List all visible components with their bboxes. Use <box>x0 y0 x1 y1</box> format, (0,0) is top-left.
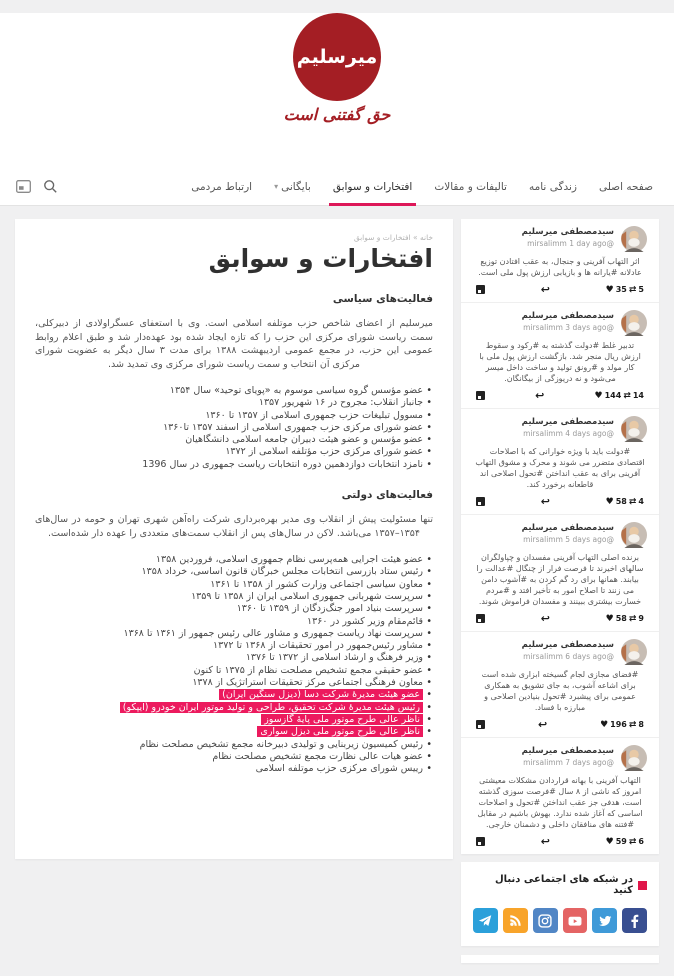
retweet-icon[interactable]: ⇄ <box>623 390 631 401</box>
retweet-count: 4 <box>638 497 644 506</box>
record-item: • عضو حقیقی مجمع تشخیص مصلحت نظام از ۱۳۷۵ تا کنون <box>35 665 433 677</box>
record-item: • عضو شورای مرکزی حزب مؤتلفه اسلامی از ۱۳۷۲ <box>35 446 433 458</box>
tweet-timestamp: 4 days ago <box>565 428 607 438</box>
record-item: • ناظر عالی طرح موتور ملی پایهٔ گازسوز <box>35 714 433 726</box>
tweet-text: التهاب آفرینی با بهانه قراردادن مشکلات معیشتی امروز که ناشی از ۸ سال #فرصت سوزی گذشته است، هدفی جز عقب انداختن #تحول و اصلاحات اساسی که آغاز شده ندارد. بهوش باشیم در مقابل #فتنه های منافقان داخلی و دشمنان خارجی. <box>477 776 643 829</box>
like-count: 58 <box>615 614 627 623</box>
reply-icon[interactable]: ↩ <box>537 718 548 731</box>
site-header <box>0 13 674 168</box>
avatar[interactable] <box>621 310 647 336</box>
record-item: • رئیس هیئت مدیرهٔ شرکت تحقیق، طراحی و تولید موتور ایران خودرو (ایپکو) <box>35 702 433 714</box>
nav-item-label: زندگی نامه <box>528 180 577 193</box>
section-heading-government: فعالیت‌های دولتی <box>341 489 433 502</box>
tweet-card <box>461 302 659 408</box>
reply-icon[interactable]: ↩ <box>540 612 550 625</box>
section-intro-government: تنها مسئولیت پیش از انقلاب وی مدیر بهره‌برداری شرکت راه‌آهن شهری تهران و حومه در سال‌های ۱۳۵۴–۱۳۵۷ می‌باشد. لاکن در سال‌های پس از انقلاب سمت‌های متعددی را عهده دار شده‌است. <box>35 514 433 539</box>
record-item: • وزیر فرهنگ و ارشاد اسلامی از ۱۳۷۲ تا ۱۳۷۶ <box>35 652 433 664</box>
heart-icon[interactable]: ♥ <box>605 613 614 624</box>
tweet-handle: @mirsalimm <box>523 534 614 544</box>
breadcrumb[interactable]: خانه » افتخارات و سوابق <box>353 233 433 242</box>
quote-icon[interactable] <box>476 391 485 400</box>
reply-icon[interactable]: ↩ <box>540 283 550 296</box>
like-count: 144 <box>604 391 622 400</box>
quote-icon[interactable] <box>476 837 485 846</box>
nav-menu <box>180 168 664 205</box>
tweet-actions <box>473 718 647 731</box>
tweet-card <box>461 631 659 737</box>
record-item: • مشاور رئیس‌جمهور در امور تحقیقات از ۱۳۶۸ تا ۱۳۷۲ <box>35 640 433 652</box>
tweet-actions <box>473 612 647 625</box>
tweet-card <box>461 408 659 514</box>
tweet-timestamp: 6 days ago <box>565 651 607 661</box>
tweet-header <box>473 226 647 252</box>
tweet-author-name: سیدمصطفی میرسلیم <box>521 311 614 321</box>
social-facebook-icon[interactable] <box>622 908 647 933</box>
record-item: • عضو مؤسس گروه سیاسی موسوم به «پویای توحید» سال ۱۳۵۴ <box>35 385 433 397</box>
reply-icon[interactable]: ↩ <box>540 495 550 508</box>
tweet-author[interactable] <box>473 416 614 442</box>
tweet-handle: @mirsalimm <box>523 651 614 661</box>
social-instagram-icon[interactable] <box>533 908 558 933</box>
record-item: • ناظر عالی طرح موتور ملی دیزل سواری <box>35 726 433 738</box>
follow-header <box>473 874 647 896</box>
record-item: • عضو هیئت مدیرهٔ شرکت دسا (دیزل سنگین ایران) <box>35 689 433 701</box>
retweet-count: 14 <box>632 391 644 400</box>
page-title: افتخارات و سوابق <box>208 244 433 273</box>
tweet-author[interactable] <box>473 226 614 252</box>
tweet-text: اثر التهاب آفرینی و جنجال، به عقب افتادن توزیع عادلانه #یارانه ها و بازیابی ارزش پول ملی است. <box>478 257 642 277</box>
retweet-count: 5 <box>638 285 644 294</box>
record-item: • رئیس ستاد بازرسی انتخابات مجلس خبرگان قانون اساسی، خرداد ۱۳۵۸ <box>35 566 433 578</box>
record-item: • مسوول تبلیغات حزب جمهوری اسلامی از ۱۳۵۷ تا ۱۳۶۰ <box>35 410 433 422</box>
like-retweet-group[interactable] <box>600 720 644 730</box>
main-nav <box>0 168 674 206</box>
tweet-handle: @mirsalimm <box>523 428 614 438</box>
avatar[interactable] <box>621 416 647 442</box>
retweet-icon[interactable]: ⇄ <box>628 496 637 507</box>
like-count: 58 <box>615 497 627 506</box>
tweet-author-name: سیدمصطفی میرسلیم <box>521 227 614 237</box>
tweet-timestamp: 1 day ago <box>569 238 607 248</box>
social-telegram-icon[interactable] <box>473 908 498 933</box>
nav-item-1[interactable] <box>588 168 664 205</box>
nav-item-4[interactable] <box>322 168 424 205</box>
tweet-card <box>461 514 659 631</box>
record-item: • رئیس کمیسیون زیربنایی و تولیدی دبیرخانه مجمع تشخیص مصلحت نظام <box>35 739 433 751</box>
record-item: • معاون سیاسی اجتماعی وزارت کشور از ۱۳۵۸ تا ۱۳۶۱ <box>35 579 433 591</box>
like-retweet-group[interactable] <box>606 497 644 507</box>
nav-item-5[interactable] <box>263 168 322 205</box>
site-logo[interactable] <box>293 13 381 101</box>
reply-icon[interactable]: ↩ <box>535 389 545 402</box>
nav-item-label: افتخارات و سوابق <box>332 180 413 193</box>
heart-icon[interactable]: ♥ <box>594 390 603 401</box>
nav-item-6[interactable] <box>180 168 263 205</box>
next-widget-partial <box>461 955 659 963</box>
like-retweet-group[interactable] <box>606 614 644 624</box>
nav-item-label: تالیفات و مقالات <box>434 180 507 193</box>
record-item: • معاون فرهنگی اجتماعی مرکز تحقیقات استراتژیک از ۱۳۷۸ <box>35 677 433 689</box>
follow-widget <box>461 862 659 946</box>
avatar[interactable] <box>621 226 647 252</box>
tweet-text: #فضای مجازی لجام گسیخته ابزاری شده است برای اشاعه آشوب، به جای تشویق به همکاری عمومی برای پیشبرد #تحول بنیادین اصلاحی و مبارزه با فساد. <box>481 670 639 712</box>
social-twitter-icon[interactable] <box>592 908 617 933</box>
retweet-icon[interactable]: ⇄ <box>628 613 637 624</box>
tweet-actions <box>473 495 647 508</box>
social-youtube-icon[interactable] <box>563 908 588 933</box>
site-tagline: حق گفتنی است <box>283 105 391 124</box>
like-retweet-group[interactable] <box>595 391 644 401</box>
tweet-header <box>473 522 647 548</box>
tweet-handle: @mirsalimm <box>523 322 614 332</box>
avatar[interactable] <box>621 639 647 665</box>
retweet-icon[interactable]: ⇄ <box>628 719 637 730</box>
record-item: • سرپرست نهاد ریاست جمهوری و مشاور عالی رئیس جمهور از ۱۳۶۱ تا ۱۳۶۸ <box>35 628 433 640</box>
nav-item-3[interactable] <box>423 168 518 205</box>
follow-title: در شبکه های اجتماعی دنبال کنید <box>495 874 633 896</box>
tweet-actions <box>473 283 647 296</box>
nav-item-label: بایگانی <box>281 180 311 193</box>
article-card <box>15 219 453 859</box>
record-item: • سرپرست شهربانی جمهوری اسلامی ایران از ۱۳۵۸ تا ۱۳۵۹ <box>35 591 433 603</box>
tweet-timestamp: 3 days ago <box>565 322 607 332</box>
retweet-count: 9 <box>638 614 644 623</box>
tweet-header <box>473 416 647 442</box>
tweet-text: تدبیر غلط #دولت گذشته به #رکود و سقوط ارزش ریال منجر شد. بازگشت ارزش پول ملی با کار مولد و #رونق تولید و ساخت داخل میسر می‌شود و نه دریوزگی از بیگانگان. <box>479 341 641 383</box>
record-item: • عضو مؤسس و عضو هیئت دبیران جامعه اسلامی دانشگاهیان <box>35 434 433 446</box>
section-intro-political: میرسلیم از اعضای شاخص حزب موتلفه اسلامی است. وی با استعفای عسگراولادی از دبیرکلی، سمت ریاست شورای مرکزی این حزب را که تازه ایجاد شده بود عهده‌دار شد و طبق اعلام روابط عمومی این حزب، در مجمع عمومی اردیبهشت ۱۳۸۸ برای مدت ۳ سال دیگر به عضویت شورای مرکزی آن انتخاب و سمت ریاست شورای مرکزی وی تمدید شد. <box>35 318 433 370</box>
red-square-bullet <box>638 881 647 890</box>
tweet-header <box>473 639 647 665</box>
tweet-author[interactable] <box>473 639 614 665</box>
tweet-handle: @mirsalimm <box>527 238 614 248</box>
heart-icon[interactable]: ♥ <box>605 836 614 847</box>
nav-icons <box>16 168 58 205</box>
record-item: • سرپرست بنیاد امور جنگ‌زدگان از ۱۳۵۹ تا ۱۳۶۰ <box>35 603 433 615</box>
heart-icon[interactable]: ♥ <box>600 719 609 730</box>
social-row <box>473 908 647 933</box>
retweet-icon[interactable]: ⇄ <box>628 284 637 295</box>
political-records-list <box>35 385 433 471</box>
tweet-author-name: سیدمصطفی میرسلیم <box>521 523 614 533</box>
tweet-timestamp: 5 days ago <box>565 534 607 544</box>
retweet-count: 8 <box>638 720 644 729</box>
search-icon[interactable] <box>43 179 58 194</box>
section-heading-political: فعالیت‌های سیاسی <box>332 293 433 305</box>
record-item: • عضو شورای مرکزی حزب جمهوری اسلامی از اسفند ۱۳۵۷ تا۱۳۶۰ <box>35 422 433 434</box>
nav-item-2[interactable] <box>518 168 588 205</box>
tweet-header <box>473 310 647 336</box>
record-item: • جانباز انقلاب: مجروح در ۱۶ شهریور ۱۳۵۷ <box>35 397 433 409</box>
tweet-author[interactable] <box>473 310 614 336</box>
tweet-actions <box>473 835 647 848</box>
tweet-header <box>473 745 647 771</box>
tweet-handle: @mirsalimm <box>523 757 614 767</box>
reply-icon[interactable]: ↩ <box>540 835 550 848</box>
sidebar <box>461 219 659 963</box>
heart-icon[interactable]: ♥ <box>605 284 614 295</box>
quote-icon[interactable] <box>476 497 485 506</box>
like-retweet-group[interactable] <box>606 285 644 295</box>
tweet-text: برنده اصلی التهاب آفرینی مفسدان و چپاولگران سالهای اخیرند تا فرصت فرار از چنگال #عدالت را بیابند. همانها برای رد گم کردن به #آشوب دامن می زنند تا اصلاح امور به تأخیر افتد و #مردم خسارت بیشتری ببینند و مفسدان فراموش شوند. <box>476 553 644 606</box>
social-rss-icon[interactable] <box>503 908 528 933</box>
quote-icon[interactable] <box>476 720 485 729</box>
like-count: 35 <box>615 285 627 294</box>
retweet-icon[interactable]: ⇄ <box>628 836 637 847</box>
heart-icon[interactable]: ♥ <box>605 496 614 507</box>
like-count: 59 <box>615 837 627 846</box>
nav-item-label: ارتباط مردمی <box>191 180 253 193</box>
quote-icon[interactable] <box>476 285 485 294</box>
record-item: • عضو هیئت اجرایی همه‌پرسی نظام جمهوری اسلامی، فروردین ۱۳۵۸ <box>35 554 433 566</box>
tweet-author[interactable] <box>473 745 614 771</box>
content-area <box>0 206 674 976</box>
nav-item-label: صفحه اصلی <box>598 180 653 193</box>
record-item: • رییس شورای مرکزی حزب موتلفه اسلامی <box>35 763 433 775</box>
record-item: • نامزد انتخابات دوازدهمین دوره انتخابات ریاست جمهوری در سال 1396 <box>35 459 433 471</box>
logo-text: میرسلیم <box>296 46 378 68</box>
tweet-author-name: سیدمصطفی میرسلیم <box>521 417 614 427</box>
tweet-author[interactable] <box>473 522 614 548</box>
tweet-actions <box>473 389 647 402</box>
tweet-text: #دولت باید با ویژه خوارانی که با اصلاحات اقتصادی متضرر می شوند و محرک و مشوق التهاب آفرینی برای به عقب انداختن #تحول اصلاحی اند قاطعانه برخورد کند. <box>475 447 645 489</box>
tweet-author-name: سیدمصطفی میرسلیم <box>521 746 614 756</box>
tweet-card <box>461 219 659 302</box>
tweet-author-name: سیدمصطفی میرسلیم <box>521 640 614 650</box>
avatar[interactable] <box>621 745 647 771</box>
gallery-icon[interactable] <box>16 180 31 193</box>
government-records-list <box>35 554 433 775</box>
tweet-card <box>461 737 659 854</box>
avatar[interactable] <box>621 522 647 548</box>
tweet-timestamp: 7 days ago <box>565 757 607 767</box>
quote-icon[interactable] <box>476 614 485 623</box>
record-item: • عضو هیات عالی نظارت مجمع تشخیص مصلحت نظام <box>35 751 433 763</box>
retweet-count: 6 <box>638 837 644 846</box>
record-item: • قائم‌مقام وزیر کشور در ۱۳۶۰ <box>35 616 433 628</box>
like-retweet-group[interactable] <box>606 837 644 847</box>
chevron-down-icon: ▾ <box>274 182 279 191</box>
like-count: 196 <box>610 720 627 729</box>
twitter-feed <box>461 219 659 854</box>
